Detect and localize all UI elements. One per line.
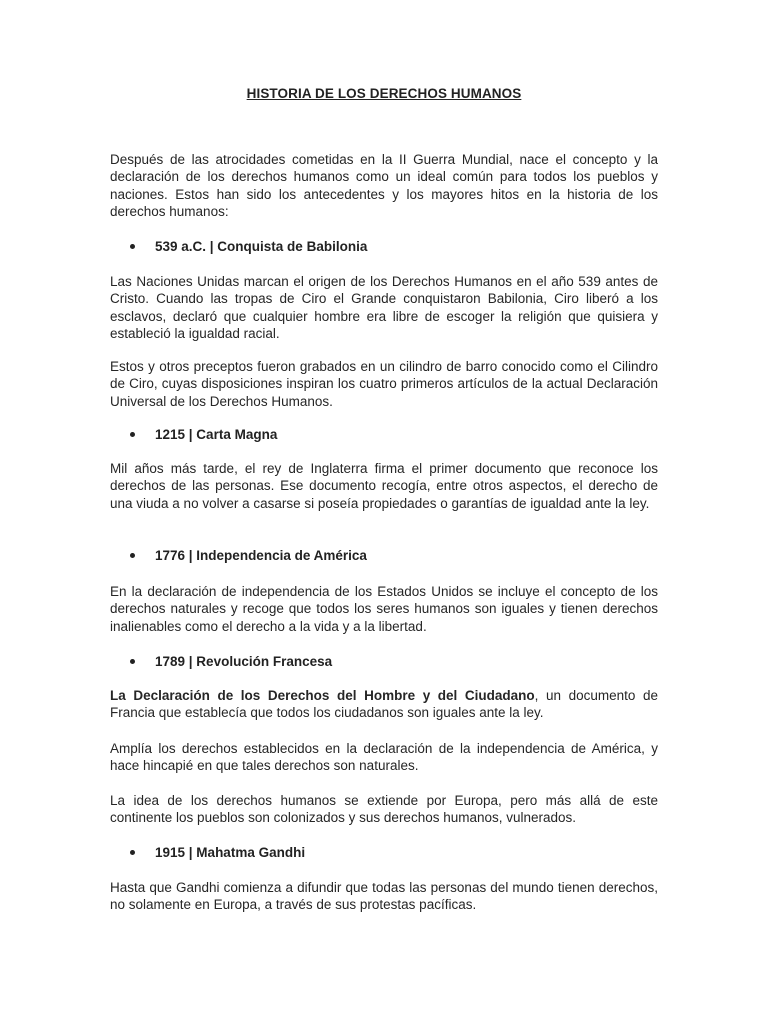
paragraph-revolucion-2: Amplía los derechos establecidos en la declaración de la independencia de América, y hace hincapié en que tales derechos son naturales.: [110, 741, 658, 774]
declaration-description: , un documento de Francia que establecía que todos los ciudadanos son iguales ante la ley.: [110, 688, 658, 721]
paragraph-babilonia-2: Estos y otros preceptos fueron grabados en un cilindro de barro conocido como el Cilindro de Ciro, cuyas disposiciones inspiran los cuatro primeros artículos de la actual Declaración Universal de los Derechos Humanos.: [110, 359, 658, 409]
document-title: HISTORIA DE LOS DERECHOS HUMANOS: [246, 86, 522, 101]
section-heading-independencia: 1776 | Independencia de América: [130, 547, 367, 564]
section-heading-revolucion: 1789 | Revolución Francesa: [130, 653, 332, 670]
paragraph-independencia: En la declaración de independencia de los Estados Unidos se incluye el concepto de los derechos naturales y recoge que todos los seres humanos son iguales y tienen derechos inalienables como el derecho a la vida y a la libertad.: [110, 584, 658, 634]
intro-paragraph: Después de las atrocidades cometidas en la II Guerra Mundial, nace el concepto y la declaración de los derechos humanos como un ideal común para todos los pueblos y naciones. Estos han sido los antecedentes y los mayores hitos en la historia de los derechos humanos:: [110, 152, 658, 220]
bullet-icon: [130, 850, 135, 855]
section-heading-carta-magna: 1215 | Carta Magna: [130, 426, 277, 443]
paragraph-revolucion-3: La idea de los derechos humanos se extiende por Europa, pero más allá de este continente los pueblos son colonizados y sus derechos humanos, vulnerados.: [110, 793, 658, 826]
bullet-icon: [130, 432, 135, 437]
section-heading-babilonia: 539 a.C. | Conquista de Babilonia: [130, 238, 367, 255]
paragraph-carta-magna: Mil años más tarde, el rey de Inglaterra firma el primer documento que reconoce los derechos de las personas. Ese documento recogía, entre otros aspectos, el derecho de una viuda a no volver a casarse si poseía propiedades o garantías de igualdad ante la ley.: [110, 461, 658, 511]
paragraph-revolucion-lead: [110, 687, 658, 722]
bullet-icon: [130, 244, 135, 249]
section-heading-gandhi: 1915 | Mahatma Gandhi: [130, 844, 305, 861]
declaration-name: La Declaración de los Derechos del Hombre y del Ciudadano: [110, 688, 535, 703]
paragraph-babilonia-1: Las Naciones Unidas marcan el origen de los Derechos Humanos en el año 539 antes de Cristo. Cuando las tropas de Ciro el Grande conquistaron Babilonia, Ciro liberó a los esclavos, declaró que cualquier hombre era libre de escoger la religión que quisiera y estableció la igualdad racial.: [110, 274, 658, 342]
bullet-icon: [130, 553, 135, 558]
paragraph-gandhi: Hasta que Gandhi comienza a difundir que todas las personas del mundo tienen derechos, no solamente en Europa, a través de sus protestas pacíficas.: [110, 880, 658, 913]
bullet-icon: [130, 659, 135, 664]
